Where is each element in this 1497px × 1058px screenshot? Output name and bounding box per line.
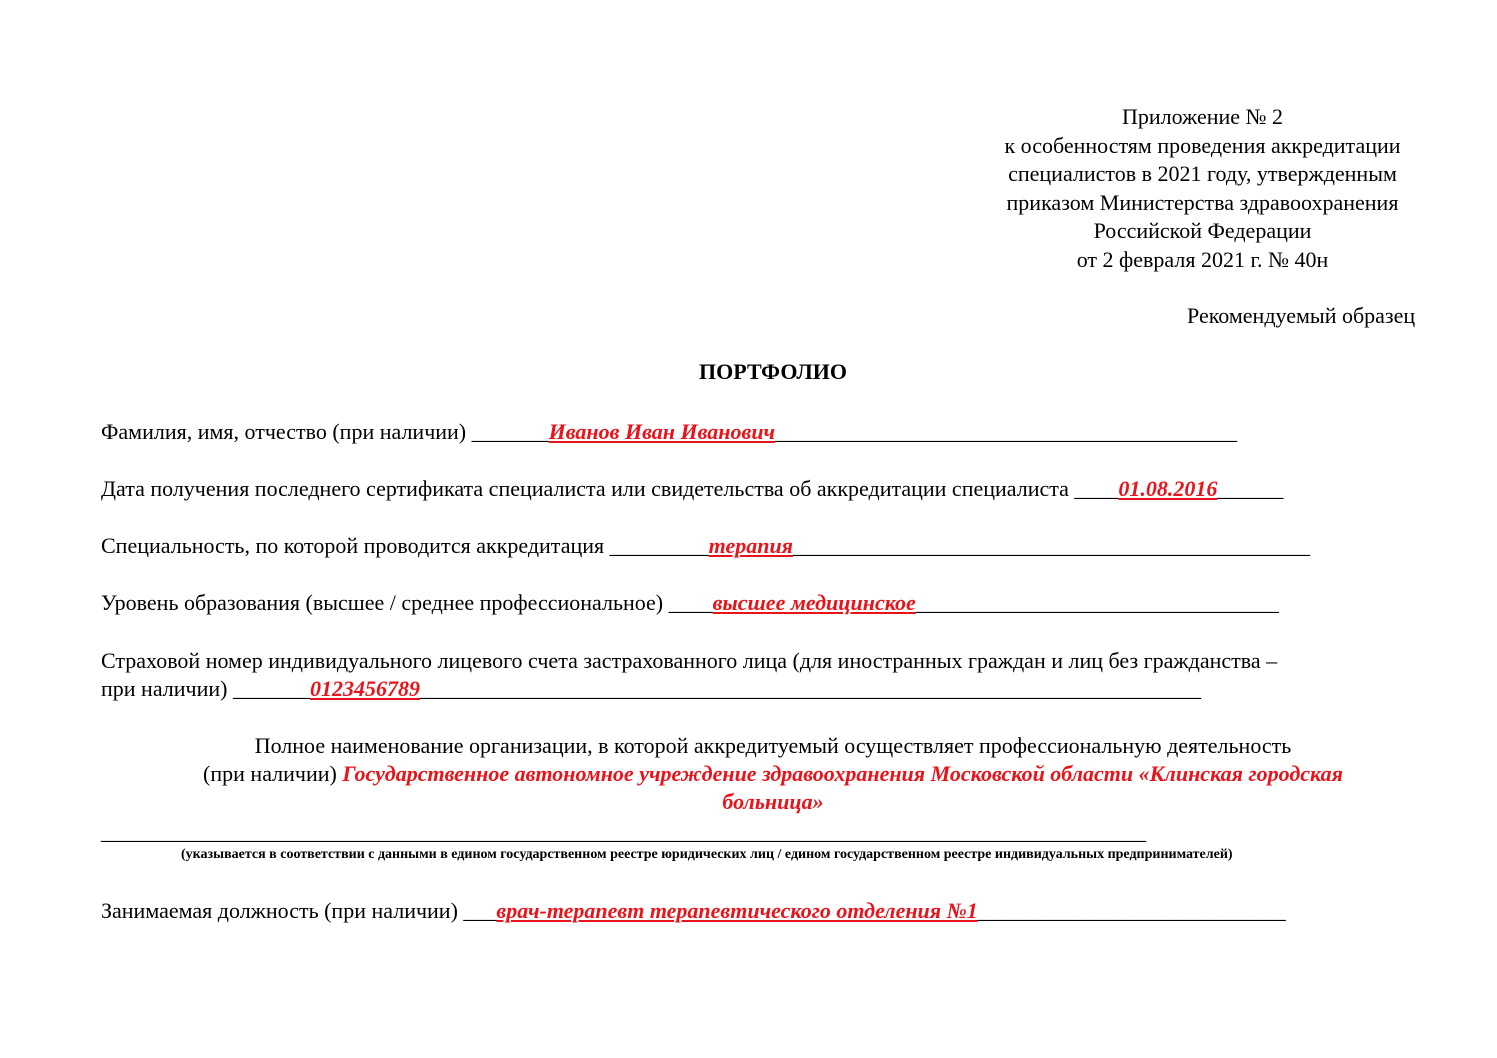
snils-underline-pre: _______ bbox=[232, 676, 310, 701]
attachment-line: Приложение № 2 bbox=[1121, 104, 1284, 129]
education-value[interactable]: высшее медицинское bbox=[712, 590, 916, 615]
organization-value-line1[interactable]: Государственное автономное учреждение здравоохранения Московской области «Клинская городская bbox=[342, 761, 1343, 786]
cert-date-value[interactable]: 01.08.2016 bbox=[1118, 476, 1218, 501]
education-underline-pre: ____ bbox=[668, 590, 713, 615]
snils-value[interactable]: 0123456789 bbox=[309, 676, 420, 701]
specialty-underline-post: _______________________________________________ bbox=[793, 533, 1311, 558]
organization-prefix: (при наличии) bbox=[203, 761, 343, 786]
snils-row bbox=[101, 675, 1201, 703]
cert-date-underline-post: ______ bbox=[1217, 476, 1284, 501]
snils-underline-post: _______________________________________________________________________ bbox=[419, 676, 1201, 701]
specialty-label: Специальность, по которой проводится аккредитация bbox=[101, 533, 610, 558]
fio-row bbox=[101, 418, 1237, 446]
specialty-value[interactable]: терапия bbox=[708, 533, 794, 558]
specialty-underline-pre: _________ bbox=[609, 533, 709, 558]
fio-underline-post: __________________________________________ bbox=[775, 419, 1238, 444]
position-underline-pre: ___ bbox=[463, 898, 497, 923]
snils-label-line1: Страховой номер индивидуального лицевого счета застрахованного лица (для иностранных граждан и лиц без гражданства – bbox=[101, 648, 1278, 673]
recommended-sample-label: Рекомендуемый образец bbox=[1187, 303, 1416, 328]
organization-row bbox=[0, 760, 1497, 788]
organization-label: Полное наименование организации, в которой аккредитуемый осуществляет профессиональную деятельность bbox=[254, 733, 1292, 758]
specialty-row bbox=[101, 532, 1310, 560]
attachment-line: к особенностям проведения аккредитации bbox=[1004, 132, 1401, 158]
fio-value[interactable]: Иванов Иван Иванович bbox=[548, 419, 776, 444]
cert-date-underline-pre: ____ bbox=[1074, 476, 1119, 501]
education-row bbox=[101, 589, 1279, 617]
organization-value-line2[interactable]: больница» bbox=[722, 789, 824, 814]
organization-underline: _______________________________________________________________________________________________ bbox=[101, 819, 1146, 844]
fio-underline-pre: _______ bbox=[471, 419, 549, 444]
attachment-line: от 2 февраля 2021 г. № 40н bbox=[1076, 246, 1329, 272]
snils-label-line2: при наличии) bbox=[101, 676, 233, 701]
page-title: ПОРТФОЛИО bbox=[699, 359, 847, 384]
attachment-line: приказом Министерства здравоохранения bbox=[1006, 189, 1399, 215]
attachment-line: специалистов в 2021 году, утвержденным bbox=[1008, 161, 1397, 186]
cert-date-row bbox=[101, 475, 1283, 503]
fio-label: Фамилия, имя, отчество (при наличии) bbox=[101, 419, 472, 444]
position-value[interactable]: врач-терапевт терапевтического отделения №1 bbox=[496, 898, 978, 923]
organization-row-2 bbox=[0, 788, 1497, 816]
position-row bbox=[101, 897, 1286, 925]
position-underline-post: ____________________________ bbox=[977, 898, 1286, 923]
organization-note: (указывается в соответствии с данными в едином государственном реестре юридических лиц / едином государственном реестре индивидуальных предпринимателей) bbox=[181, 847, 1233, 862]
attachment-line: Российской Федерации bbox=[1093, 218, 1312, 243]
education-underline-post: _________________________________ bbox=[915, 590, 1279, 615]
education-label: Уровень образования (высшее / среднее профессиональное) bbox=[101, 590, 669, 615]
attachment-header bbox=[960, 103, 1445, 274]
position-label: Занимаемая должность (при наличии) bbox=[101, 898, 464, 923]
cert-date-label: Дата получения последнего сертификата специалиста или свидетельства об аккредитации специалиста bbox=[101, 476, 1075, 501]
